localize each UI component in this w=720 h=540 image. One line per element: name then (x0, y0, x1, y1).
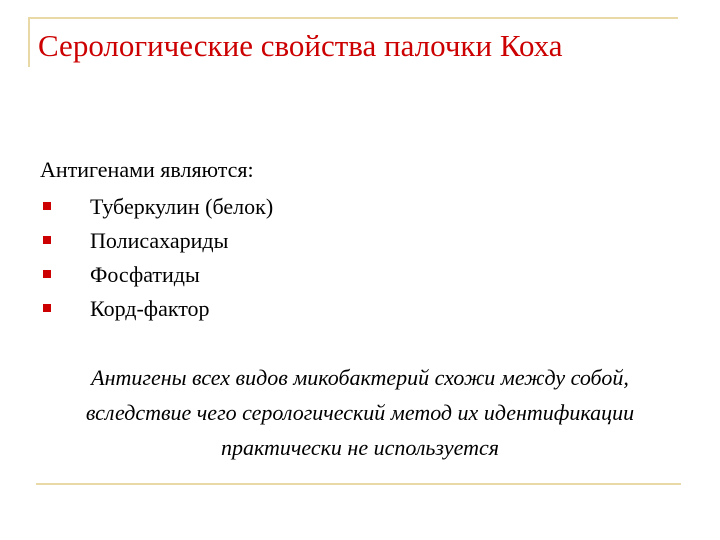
square-bullet-icon (43, 304, 51, 312)
list-item-text: Фосфатиды (90, 262, 200, 287)
slide-title: Серологические свойства палочки Коха (38, 28, 563, 63)
square-bullet-icon (43, 202, 51, 210)
title-frame-left-line (28, 17, 30, 67)
square-bullet-icon (43, 236, 51, 244)
list-item-text: Корд-фактор (90, 296, 210, 321)
title-frame-top-line (28, 17, 678, 19)
intro-text: Антигенами являются: (40, 157, 254, 182)
list-item-text: Полисахариды (90, 228, 229, 253)
bottom-divider-line (36, 483, 681, 485)
square-bullet-icon (43, 270, 51, 278)
list-item-text: Туберкулин (белок) (90, 194, 274, 219)
note-text: Антигены всех видов микобактерий схожи между собой, вследствие чего серологический метод их идентификации практически не используется (85, 365, 635, 460)
